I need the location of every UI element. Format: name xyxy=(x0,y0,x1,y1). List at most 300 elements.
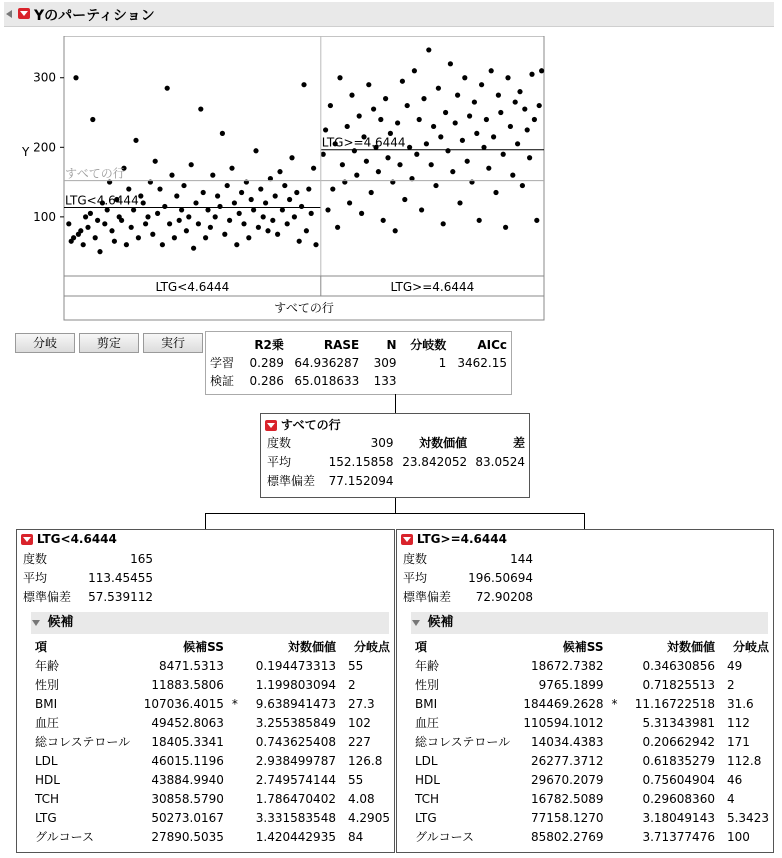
data-point xyxy=(251,207,256,212)
candidate-cell: 16782.5089 xyxy=(530,792,604,806)
summary-header xyxy=(206,336,243,354)
data-point xyxy=(246,235,251,240)
candidate-cell: * xyxy=(611,697,618,711)
candidate-row xyxy=(411,771,773,790)
candidate-cell: LTG xyxy=(415,811,437,825)
data-point xyxy=(313,242,318,247)
data-point xyxy=(359,211,364,216)
data-point xyxy=(299,204,304,209)
data-point xyxy=(395,120,400,125)
candidate-cell: LDL xyxy=(415,754,438,768)
go-button[interactable]: 実行 xyxy=(143,333,203,353)
data-point xyxy=(71,235,76,240)
data-point xyxy=(309,211,314,216)
candidate-row xyxy=(411,752,773,771)
data-point xyxy=(162,204,167,209)
candidate-cell: 18672.7382 xyxy=(530,659,604,673)
data-point xyxy=(277,169,282,174)
data-point xyxy=(217,204,222,209)
data-point xyxy=(402,197,407,202)
candidate-cell: 0.29608360 xyxy=(642,792,715,806)
candidate-cell: 4.08 xyxy=(347,792,375,806)
candidate-cell xyxy=(608,733,627,752)
candidate-row xyxy=(411,695,773,714)
data-point xyxy=(453,120,458,125)
data-point xyxy=(501,152,506,157)
header-logworth: 対数価値 xyxy=(419,436,468,450)
data-point xyxy=(486,166,491,171)
data-point xyxy=(498,110,503,115)
candidate-cell: 31.6 xyxy=(726,697,754,711)
candidate-cell: 50273.0167 xyxy=(151,811,224,825)
partition-plot xyxy=(14,36,546,322)
data-point xyxy=(203,235,208,240)
candidate-cell: 3.255385849 xyxy=(255,716,336,730)
candidates-col-header: 対数価値 xyxy=(287,640,336,654)
summary-cell: 3462.15 xyxy=(457,356,507,370)
data-point xyxy=(513,99,518,104)
data-point xyxy=(405,103,410,108)
data-point xyxy=(138,193,143,198)
candidate-cell xyxy=(228,676,247,695)
candidate-cell: BMI xyxy=(35,697,58,711)
candidate-cell: 112 xyxy=(726,716,750,730)
data-point xyxy=(253,148,258,153)
summary-cell xyxy=(400,372,450,390)
data-point xyxy=(105,207,110,212)
data-point xyxy=(294,190,299,195)
label-count: 度数 xyxy=(267,436,292,450)
data-point xyxy=(126,186,131,191)
candidate-cell: 5.3423 xyxy=(726,811,769,825)
candidate-row xyxy=(31,733,394,752)
summary-table xyxy=(206,336,511,390)
candidate-cell: 184469.2628 xyxy=(523,697,604,711)
data-point xyxy=(215,193,220,198)
data-point xyxy=(448,61,453,66)
candidate-cell: 11883.5806 xyxy=(151,678,224,692)
candidate-cell: 30858.5790 xyxy=(151,792,224,806)
data-point xyxy=(340,162,345,167)
candidate-cell: 1.420442935 xyxy=(255,830,336,844)
value-count: 309 xyxy=(370,436,394,450)
data-point xyxy=(225,183,230,188)
data-point xyxy=(102,221,107,226)
data-point xyxy=(136,235,141,240)
data-point xyxy=(124,242,129,247)
data-point xyxy=(83,214,88,219)
data-point xyxy=(179,207,184,212)
all-rows-label: すべての行 xyxy=(274,301,334,315)
collapse-icon[interactable] xyxy=(412,620,420,626)
data-point xyxy=(407,145,412,150)
data-point xyxy=(220,131,225,136)
data-point xyxy=(119,218,124,223)
left-node xyxy=(16,529,395,853)
candidate-cell: 血圧 xyxy=(415,716,440,730)
candidate-cell: 0.71825513 xyxy=(642,678,715,692)
candidate-cell: 49 xyxy=(726,659,743,673)
label-count: 度数 xyxy=(23,552,48,566)
group-label-right: LTG>=4.6444 xyxy=(390,280,475,294)
data-point xyxy=(157,186,162,191)
candidate-cell xyxy=(228,752,247,771)
data-point xyxy=(321,152,326,157)
candidate-cell xyxy=(228,771,247,790)
label-mean: 平均 xyxy=(267,455,292,469)
data-point xyxy=(441,221,446,226)
data-point xyxy=(210,173,215,178)
data-point xyxy=(347,200,352,205)
data-point xyxy=(160,242,165,247)
data-point xyxy=(450,169,455,174)
candidate-cell xyxy=(608,714,627,733)
data-point xyxy=(436,86,441,91)
data-point xyxy=(93,235,98,240)
red-triangle-menu-icon[interactable] xyxy=(265,420,277,431)
candidate-row xyxy=(31,695,394,714)
data-point xyxy=(97,249,102,254)
data-point xyxy=(112,239,117,244)
report-title: Yのパーティション xyxy=(34,8,155,24)
candidate-cell: 3.331583548 xyxy=(255,811,336,825)
candidates-title: 候補 xyxy=(427,615,454,630)
data-point xyxy=(431,124,436,129)
data-point xyxy=(239,190,244,195)
summary-header: R2乗 xyxy=(254,338,284,352)
data-point xyxy=(479,82,484,87)
data-point xyxy=(481,145,486,150)
data-point xyxy=(189,162,194,167)
data-point xyxy=(455,93,460,98)
plot-frame xyxy=(64,36,544,276)
data-point xyxy=(282,183,287,188)
data-point xyxy=(376,169,381,174)
candidate-cell xyxy=(608,676,627,695)
candidates-col-header: 項 xyxy=(35,640,48,654)
candidate-cell: 46 xyxy=(726,773,743,787)
candidate-cell xyxy=(608,752,627,771)
data-point xyxy=(270,218,275,223)
candidate-cell: 3.71377476 xyxy=(642,830,715,844)
candidate-row xyxy=(31,771,394,790)
candidate-cell: 3.18049143 xyxy=(642,811,715,825)
candidate-cell: 14034.4383 xyxy=(530,735,604,749)
data-point xyxy=(95,218,100,223)
right-node-title: LTG>=4.6444 xyxy=(416,532,507,546)
candidate-cell: 9.638941473 xyxy=(255,697,336,711)
candidate-cell xyxy=(608,790,627,809)
label-stddev: 標準偏差 xyxy=(267,474,316,488)
value-count: 165 xyxy=(130,552,153,566)
candidate-cell: 性別 xyxy=(415,678,440,692)
data-point xyxy=(256,225,261,230)
candidate-cell: 2 xyxy=(726,678,735,692)
data-point xyxy=(143,221,148,226)
candidate-cell xyxy=(228,733,247,752)
data-point xyxy=(191,246,196,251)
root-node-header xyxy=(265,416,341,433)
candidate-cell: 46015.1196 xyxy=(151,754,224,768)
candidate-cell: 年齢 xyxy=(415,659,440,673)
red-triangle-menu-icon[interactable] xyxy=(401,534,413,545)
data-point xyxy=(213,214,218,219)
data-point xyxy=(297,239,302,244)
candidate-row xyxy=(31,752,394,771)
candidate-cell: 77158.1270 xyxy=(530,811,604,825)
data-point xyxy=(249,197,254,202)
data-point xyxy=(484,117,489,122)
label-stddev: 標準偏差 xyxy=(23,590,72,604)
candidate-row xyxy=(411,676,773,695)
data-point xyxy=(153,159,158,164)
data-point xyxy=(193,200,198,205)
data-point xyxy=(150,232,155,237)
data-point xyxy=(232,200,237,205)
candidate-cell: * xyxy=(231,697,238,711)
data-point xyxy=(426,47,431,52)
candidate-cell: 27890.5035 xyxy=(151,830,224,844)
data-point xyxy=(181,183,186,188)
summary-cell: 検証 xyxy=(210,374,235,388)
data-point xyxy=(527,155,532,160)
candidate-cell: 0.34630856 xyxy=(642,659,715,673)
candidates-col-header: 候補SS xyxy=(183,640,224,654)
candidate-cell: 0.61835279 xyxy=(642,754,715,768)
candidate-cell: TCH xyxy=(415,792,440,806)
data-point xyxy=(133,138,138,143)
candidate-cell: 5.31343981 xyxy=(642,716,715,730)
candidate-cell: グルコース xyxy=(35,830,95,844)
candidate-cell: 171 xyxy=(726,735,750,749)
data-point xyxy=(457,200,462,205)
data-point xyxy=(445,148,450,153)
left-node-title: LTG<4.6444 xyxy=(36,532,117,546)
candidate-cell: 112.8 xyxy=(726,754,762,768)
root-node xyxy=(260,413,530,498)
tree-connector xyxy=(395,394,396,413)
candidate-row xyxy=(411,657,773,676)
left-candidates-table xyxy=(31,638,394,847)
candidate-cell: 2 xyxy=(347,678,356,692)
data-point xyxy=(467,113,472,118)
value-mean: 152.15858 xyxy=(328,455,394,469)
data-point xyxy=(208,225,213,230)
data-point xyxy=(258,186,263,191)
data-point xyxy=(493,190,498,195)
data-point xyxy=(465,159,470,164)
summary-box xyxy=(205,331,512,395)
data-point xyxy=(522,106,527,111)
candidate-row xyxy=(31,676,394,695)
candidate-cell: 55 xyxy=(347,773,364,787)
data-point xyxy=(145,214,150,219)
summary-cell: 309 xyxy=(373,356,397,370)
data-point xyxy=(88,211,93,216)
data-point xyxy=(73,75,78,80)
data-point xyxy=(421,96,426,101)
candidate-cell: 0.75604904 xyxy=(642,773,715,787)
prune-button[interactable]: 剪定 xyxy=(79,333,139,353)
label-count: 度数 xyxy=(403,552,428,566)
right-node-stats xyxy=(399,550,537,607)
data-point xyxy=(503,225,508,230)
candidate-row xyxy=(31,657,394,676)
label-mean: 平均 xyxy=(23,571,48,585)
root-node-stats xyxy=(263,434,529,491)
data-point xyxy=(280,207,285,212)
candidate-cell: 84 xyxy=(347,830,364,844)
candidate-cell: 110594.1012 xyxy=(523,716,604,730)
data-point xyxy=(263,200,268,205)
candidate-cell: 1.786470402 xyxy=(255,792,336,806)
data-point xyxy=(172,235,177,240)
left-node-header xyxy=(21,532,117,546)
data-point xyxy=(537,103,542,108)
left-node-stats xyxy=(19,550,157,607)
candidate-cell: 126.8 xyxy=(347,754,383,768)
candidates-col-header: 分岐点 xyxy=(353,640,390,654)
candidates-col-header: 対数価値 xyxy=(666,640,715,654)
data-point xyxy=(508,124,513,129)
data-point xyxy=(198,106,203,111)
label-stddev: 標準偏差 xyxy=(403,590,452,604)
data-point xyxy=(141,200,146,205)
candidate-cell: 18405.3341 xyxy=(151,735,224,749)
data-point xyxy=(325,207,330,212)
data-point xyxy=(129,225,134,230)
data-point xyxy=(371,106,376,111)
candidate-cell: 102 xyxy=(347,716,371,730)
data-point xyxy=(412,68,417,73)
candidate-cell xyxy=(228,657,247,676)
data-point xyxy=(237,211,242,216)
summary-header: AICc xyxy=(477,338,507,352)
candidate-row xyxy=(411,790,773,809)
data-point xyxy=(177,218,182,223)
data-point xyxy=(417,117,422,122)
red-triangle-menu-icon[interactable] xyxy=(21,534,33,545)
value-stddev: 72.90208 xyxy=(475,590,533,604)
candidates-header xyxy=(31,612,389,634)
data-point xyxy=(184,228,189,233)
summary-cell xyxy=(450,372,511,390)
data-point xyxy=(496,93,501,98)
label-mean: 平均 xyxy=(403,571,428,585)
summary-cell: 学習 xyxy=(210,356,235,370)
candidate-cell: 2.749574144 xyxy=(255,773,336,787)
right-candidates-table xyxy=(411,638,773,847)
y-tick-label: 300 xyxy=(33,70,56,85)
candidate-cell: 0.743625408 xyxy=(255,735,336,749)
data-point xyxy=(167,221,172,226)
summary-header: 分岐数 xyxy=(410,338,447,352)
candidate-cell xyxy=(608,828,627,847)
data-point xyxy=(227,218,232,223)
red-triangle-menu-icon[interactable] xyxy=(18,8,30,19)
summary-cell: 65.018633 xyxy=(294,374,360,388)
data-point xyxy=(517,89,522,94)
candidates-header xyxy=(411,612,768,634)
tree-connector xyxy=(395,497,396,513)
candidate-cell xyxy=(228,828,247,847)
candidate-cell: 1.199803094 xyxy=(255,678,336,692)
data-point xyxy=(285,221,290,226)
candidate-cell xyxy=(228,809,247,828)
data-point xyxy=(292,214,297,219)
data-point xyxy=(385,155,390,160)
candidates-col-header xyxy=(608,638,627,657)
data-point xyxy=(289,155,294,160)
data-point xyxy=(491,134,496,139)
data-point xyxy=(66,221,71,226)
data-point xyxy=(438,134,443,139)
candidate-cell: HDL xyxy=(35,773,60,787)
tree-connector xyxy=(584,513,585,529)
report-title-bar xyxy=(4,2,774,27)
data-point xyxy=(345,124,350,129)
mean-line-label: すべての行 xyxy=(65,166,125,181)
data-point xyxy=(265,228,270,233)
data-point xyxy=(165,86,170,91)
data-point xyxy=(241,221,246,226)
candidate-cell: 性別 xyxy=(35,678,60,692)
candidate-cell xyxy=(228,790,247,809)
candidate-cell: 55 xyxy=(347,659,364,673)
collapse-icon[interactable] xyxy=(32,620,40,626)
tree-connector xyxy=(205,513,584,514)
candidate-cell xyxy=(228,714,247,733)
data-point xyxy=(306,186,311,191)
candidate-row xyxy=(411,714,773,733)
data-point xyxy=(335,225,340,230)
data-point xyxy=(155,211,160,216)
candidate-row xyxy=(411,733,773,752)
data-point xyxy=(515,141,520,146)
candidate-cell: TCH xyxy=(35,792,60,806)
data-point xyxy=(460,138,465,143)
candidate-cell: 11.16722518 xyxy=(634,697,715,711)
candidate-cell xyxy=(608,657,627,676)
root-node-title: すべての行 xyxy=(280,418,341,432)
right-node-header xyxy=(401,532,507,546)
data-point xyxy=(489,68,494,73)
value-stddev: 77.152094 xyxy=(328,474,394,488)
data-point xyxy=(273,193,278,198)
data-point xyxy=(109,228,114,233)
candidates-col-header: 項 xyxy=(415,640,428,654)
candidate-row xyxy=(411,828,773,847)
data-point xyxy=(534,218,539,223)
candidate-cell: 49452.8063 xyxy=(151,716,224,730)
data-point xyxy=(337,75,342,80)
data-point xyxy=(174,193,179,198)
data-point xyxy=(311,166,316,171)
split-button[interactable]: 分岐 xyxy=(15,333,75,353)
candidate-cell: 8471.5313 xyxy=(158,659,224,673)
candidate-cell: 2.938499787 xyxy=(255,754,336,768)
summary-cell: 0.289 xyxy=(249,356,284,370)
data-point xyxy=(529,72,534,77)
collapse-icon[interactable] xyxy=(6,10,12,18)
summary-cell: 133 xyxy=(373,374,397,388)
data-point xyxy=(196,221,201,226)
data-point xyxy=(328,103,333,108)
data-point xyxy=(369,190,374,195)
data-point xyxy=(304,228,309,233)
candidate-row xyxy=(31,828,394,847)
data-point xyxy=(169,173,174,178)
